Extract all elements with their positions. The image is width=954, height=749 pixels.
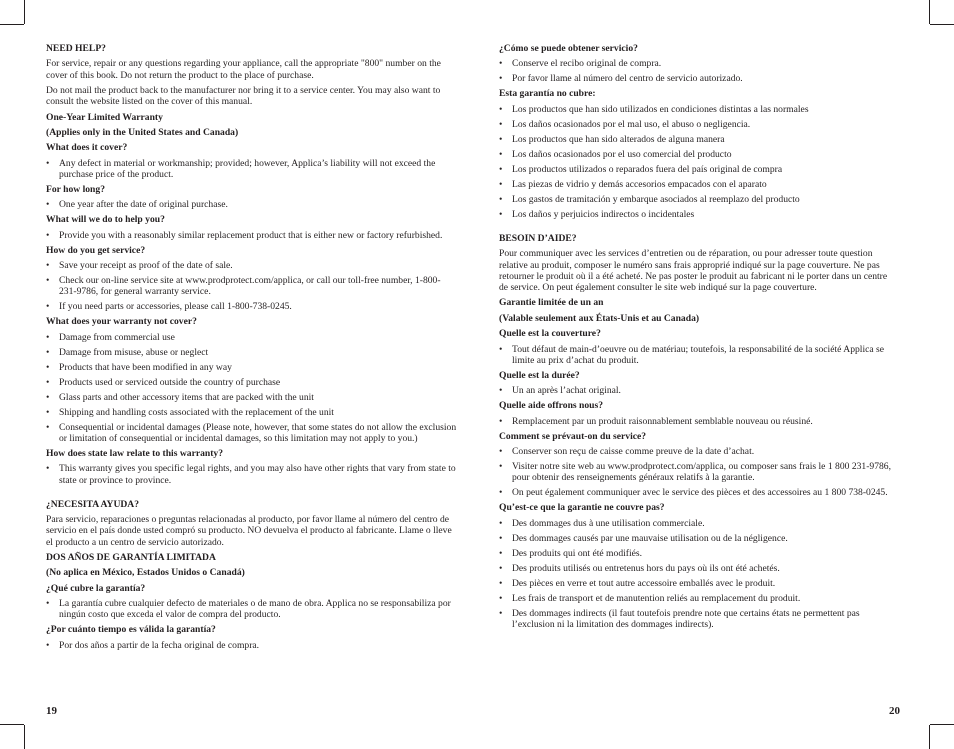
section-heading: What does your warranty not cover?: [46, 316, 197, 328]
list-item: • Products used or serviced outside the country of purchase: [46, 377, 458, 388]
list-item: • Check our on-line service site at www.prodprotect.com/applica, or call our toll-free number, 1-800-231-9786, for general warranty service.: [46, 275, 458, 297]
list-item: • Consequential or incidental damages (Please note, however, that some states do not allow the exclusion or limitation of consequential or incidental damages, so this limitation may not apply to you.): [46, 422, 458, 444]
list-item: • Save your receipt as proof of the date of sale.: [46, 260, 458, 271]
section-heading: Quelle est la couverture?: [499, 328, 601, 340]
list-item: • Damage from commercial use: [46, 332, 458, 343]
section-heading: ¿Por cuánto tiempo es válida la garantía?: [46, 624, 216, 636]
bullet-list: [499, 518, 895, 630]
list-item: • Shipping and handling costs associated with the replacement of the unit: [46, 407, 458, 418]
section-heading: Esta garantía no cubre:: [499, 88, 596, 100]
section-heading: NEED HELP?: [46, 43, 106, 54]
bullet-list: [46, 199, 458, 210]
bullet-list: [46, 158, 458, 180]
list-item: • One year after the date of original purchase.: [46, 199, 458, 210]
bullet-list: [499, 416, 895, 427]
bullet-list: [46, 260, 458, 312]
list-item: • Los productos que han sido utilizados en condiciones distintas a las normales: [499, 104, 895, 115]
list-item: • Remplacement par un produit raisonnablement semblable nouveau ou réusiné.: [499, 416, 895, 427]
list-item: • Visiter notre site web au www.prodprotect.com/applica, ou composer sans frais le 1 800 231-9786, pour obtenir des renseignements généraux relatifs à la garantie.: [499, 461, 895, 483]
bullet-list: [499, 446, 895, 498]
list-item: • Por favor llame al número del centro de servicio autorizado.: [499, 73, 895, 84]
list-item: • This warranty gives you specific legal rights, and you may also have other rights that vary from state to state or province to province.: [46, 463, 458, 485]
section-heading: How does state law relate to this warranty?: [46, 447, 224, 459]
section-heading: Quelle est la durée?: [499, 369, 580, 381]
list-item: • Las piezas de vidrio y demás accesorios empacados con el aparato: [499, 179, 895, 190]
bullet-list: [46, 598, 458, 620]
list-item: • Des dommages indirects (il faut toutefois prendre note que certains états ne permettent pas l’exclusion ni la limitation des dommages indirects).: [499, 608, 895, 630]
crop-mark: [0, 724, 24, 725]
page-number-right: 20: [889, 705, 900, 717]
list-item: • Un an après l’achat original.: [499, 385, 895, 396]
bullet-list: [499, 344, 895, 366]
section-heading: Comment se prévaut-on du service?: [499, 430, 647, 442]
crop-mark: [930, 724, 954, 725]
section-heading: (Valable seulement aux États-Unis et au Canada): [499, 312, 700, 324]
section-heading: What does it cover?: [46, 142, 128, 154]
list-item: • Tout défaut de main-d’oeuvre ou de matériau; toutefois, la responsabilité de la société Applica se limite au prix d’achat du produit.: [499, 344, 895, 366]
right-page-column: [499, 43, 895, 634]
list-item: • Glass parts and other accessory items that are packed with the unit: [46, 392, 458, 403]
paragraph: Pour communiquer avec les services d’entretien ou de réparation, ou pour adresser toute question relative au produit, composer le numéro sans frais approprié indiqué sur la page couverture. Ne pas retourner le produit où il a été acheté. Ne pas poster le produit au fabricant ni le porter dans un centre de service. On peut également consulter le site web indiqué sur la page couverture.: [499, 248, 888, 293]
section-heading: How do you get service?: [46, 244, 146, 256]
page-number-left: 19: [46, 705, 57, 717]
section-title: ¿NECESITA AYUDA?: [46, 498, 140, 510]
section-heading: One-Year Limited Warranty: [46, 111, 163, 123]
list-item: • Les frais de transport et de manutention reliés au remplacement du produit.: [499, 593, 895, 604]
crop-mark: [930, 24, 954, 25]
list-item: • Los productos utilizados o reparados fuera del país original de compra: [499, 164, 895, 175]
list-item: • Conserver son reçu de caisse comme preuve de la date d’achat.: [499, 446, 895, 457]
crop-mark: [0, 24, 24, 25]
section-title: BESOIN D’AIDE?: [499, 232, 577, 244]
list-item: • Des produits qui ont été modifiés.: [499, 548, 895, 559]
bullet-list: [46, 230, 458, 241]
list-item: • Provide you with a reasonably similar replacement product that is either new or factory refurbished.: [46, 230, 458, 241]
list-item: • Des produits utilisés ou entretenus hors du pays où ils ont été achetés.: [499, 563, 895, 574]
bullet-list: [46, 640, 458, 651]
list-item: • Des pièces en verre et tout autre accessoire emballés avec le produit.: [499, 578, 895, 589]
section-heading: What will we do to help you?: [46, 214, 165, 226]
list-item: • Des dommages dus à une utilisation commerciale.: [499, 518, 895, 529]
section-heading: Garantie limitée de un an: [499, 297, 604, 309]
bullet-list: [499, 58, 895, 84]
section-heading: (No aplica en México, Estados Unidos o Canadá): [46, 567, 245, 579]
crop-mark: [24, 0, 25, 24]
list-item: • Conserve el recibo original de compra.: [499, 58, 895, 69]
list-item: • If you need parts or accessories, please call 1-800-738-0245.: [46, 301, 458, 312]
section-heading: For how long?: [46, 183, 105, 195]
crop-mark: [24, 725, 25, 749]
section-heading: Qu’est-ce que la garantie ne couvre pas?: [499, 502, 665, 514]
bullet-list: [499, 104, 895, 220]
paragraph: Para servicio, reparaciones o preguntas relacionadas al producto, por favor llame al número del centro de servicio en el país donde usted compró su producto. NO devuelva el producto al fabricante. Llame o lleve el producto a un centro de servicio autorizado.: [46, 514, 452, 548]
crop-mark: [929, 0, 930, 24]
section-heading: Quelle aide offrons nous?: [499, 400, 604, 412]
list-item: • Los gastos de tramitación y embarque asociados al reemplazo del producto: [499, 194, 895, 205]
bullet-list: [46, 463, 458, 485]
bullet-list: [499, 385, 895, 396]
list-item: • Des dommages causés par une mauvaise utilisation ou de la négligence.: [499, 533, 895, 544]
paragraph: For service, repair or any questions regarding your appliance, call the appropriate "800" number on the cover of this book. Do not return the product to the place of purchase.: [46, 58, 441, 81]
paragraph: Do not mail the product back to the manufacturer nor bring it to a service center. You may also want to consult the website listed on the cover of this manual.: [46, 84, 441, 108]
crop-mark: [929, 725, 930, 749]
list-item: • Los daños y perjuicios indirectos o incidentales: [499, 209, 895, 220]
list-item: • Damage from misuse, abuse or neglect: [46, 347, 458, 358]
list-item: • Los daños ocasionados por el uso comercial del producto: [499, 149, 895, 160]
section-heading: ¿Cómo se puede obtener servicio?: [499, 43, 638, 54]
list-item: • Los daños ocasionados por el mal uso, el abuso o negligencia.: [499, 119, 895, 130]
section-heading: (Applies only in the United States and Canada): [46, 126, 239, 138]
list-item: • Los productos que han sido alterados de alguna manera: [499, 134, 895, 145]
section-heading: DOS AÑOS DE GARANTÍA LIMITADA: [46, 551, 216, 563]
list-item: • Any defect in material or workmanship; provided; however, Applica’s liability will not exceed the purchase price of the product.: [46, 158, 458, 180]
list-item: • On peut également communiquer avec le service des pièces et des accessoires au 1 800 738-0245.: [499, 487, 895, 498]
bullet-list: [46, 332, 458, 444]
list-item: • Products that have been modified in any way: [46, 362, 458, 373]
left-page-column: [46, 43, 458, 655]
list-item: • Por dos años a partir de la fecha original de compra.: [46, 640, 458, 651]
list-item: • La garantía cubre cualquier defecto de materiales o de mano de obra. Applica no se responsabiliza por ningún costo que exceda el valor de compra del producto.: [46, 598, 458, 620]
section-heading: ¿Qué cubre la garantía?: [46, 582, 146, 594]
